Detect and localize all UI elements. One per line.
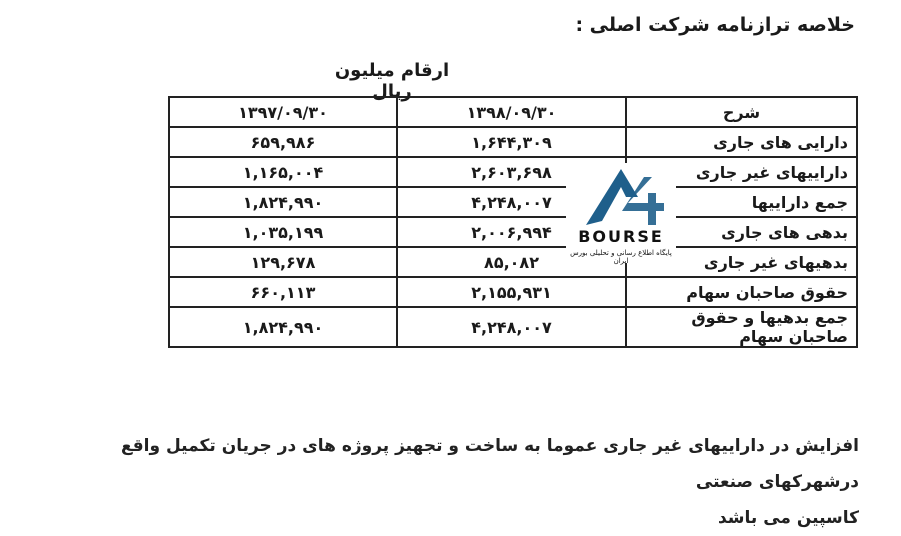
- cell-label: دارایی های جاری: [626, 127, 857, 157]
- cell-label: بدهیهای غیر جاری: [626, 247, 857, 277]
- table-row: [169, 307, 857, 347]
- cell-label: بدهی های جاری: [626, 217, 857, 247]
- cell-prior: ۶۵۹,۹۸۶: [169, 127, 397, 157]
- watermark-word: BOURSE: [578, 227, 664, 246]
- cell-current: ۱,۶۴۴,۳۰۹: [397, 127, 626, 157]
- cell-prior: ۱,۸۲۴,۹۹۰: [169, 307, 397, 347]
- cell-label: جمع بدهیها و حقوق صاحبان سهام: [626, 307, 857, 347]
- balance-sheet-table: [168, 96, 858, 348]
- table-row: [169, 277, 857, 307]
- units-caption: ارقام میلیون ریال: [334, 60, 450, 102]
- cell-prior: ۱,۸۲۴,۹۹۰: [169, 187, 397, 217]
- header-period-prior: ۱۳۹۷/۰۹/۳۰: [169, 97, 397, 127]
- table-row: [169, 217, 857, 247]
- table-header-row: [169, 97, 857, 127]
- table-row: [169, 157, 857, 187]
- cell-prior: ۱,۱۶۵,۰۰۴: [169, 157, 397, 187]
- bourse-24-icon: [566, 163, 676, 227]
- cell-prior: ۶۶۰,۱۱۳: [169, 277, 397, 307]
- cell-current: ۴,۲۴۸,۰۰۷: [397, 187, 626, 217]
- cell-current: ۸۵,۰۸۲: [397, 247, 626, 277]
- note-line-2: کاسپین می باشد: [717, 508, 859, 528]
- cell-label: داراییهای غیر جاری: [626, 157, 857, 187]
- header-period-current: ۱۳۹۸/۰۹/۳۰: [397, 97, 626, 127]
- table-row: [169, 247, 857, 277]
- table-row: [169, 187, 857, 217]
- cell-current: ۴,۲۴۸,۰۰۷: [397, 307, 626, 347]
- document-heading: خلاصه ترازنامه شرکت اصلی :: [575, 14, 855, 36]
- cell-label: جمع داراییها: [626, 187, 857, 217]
- cell-prior: ۱۲۹,۶۷۸: [169, 247, 397, 277]
- cell-current: ۲,۰۰۶,۹۹۴: [397, 217, 626, 247]
- table-row: [169, 127, 857, 157]
- cell-current: ۲,۶۰۳,۶۹۸: [397, 157, 626, 187]
- watermark-tagline: پایگاه اطلاع رسانی و تحلیلی بورس ایران: [570, 249, 672, 265]
- cell-label: حقوق صاحبان سهام: [626, 277, 857, 307]
- note-line-1: افزایش در داراییهای غیر جاری عموما به ساخت و تجهیز پروژه های در جریان تکمیل واقع درشهرکهای صنعتی: [120, 436, 859, 492]
- bourse-watermark-logo: [566, 163, 676, 263]
- cell-current: ۲,۱۵۵,۹۳۱: [397, 277, 626, 307]
- cell-prior: ۱,۰۳۵,۱۹۹: [169, 217, 397, 247]
- header-description: شرح: [626, 97, 857, 127]
